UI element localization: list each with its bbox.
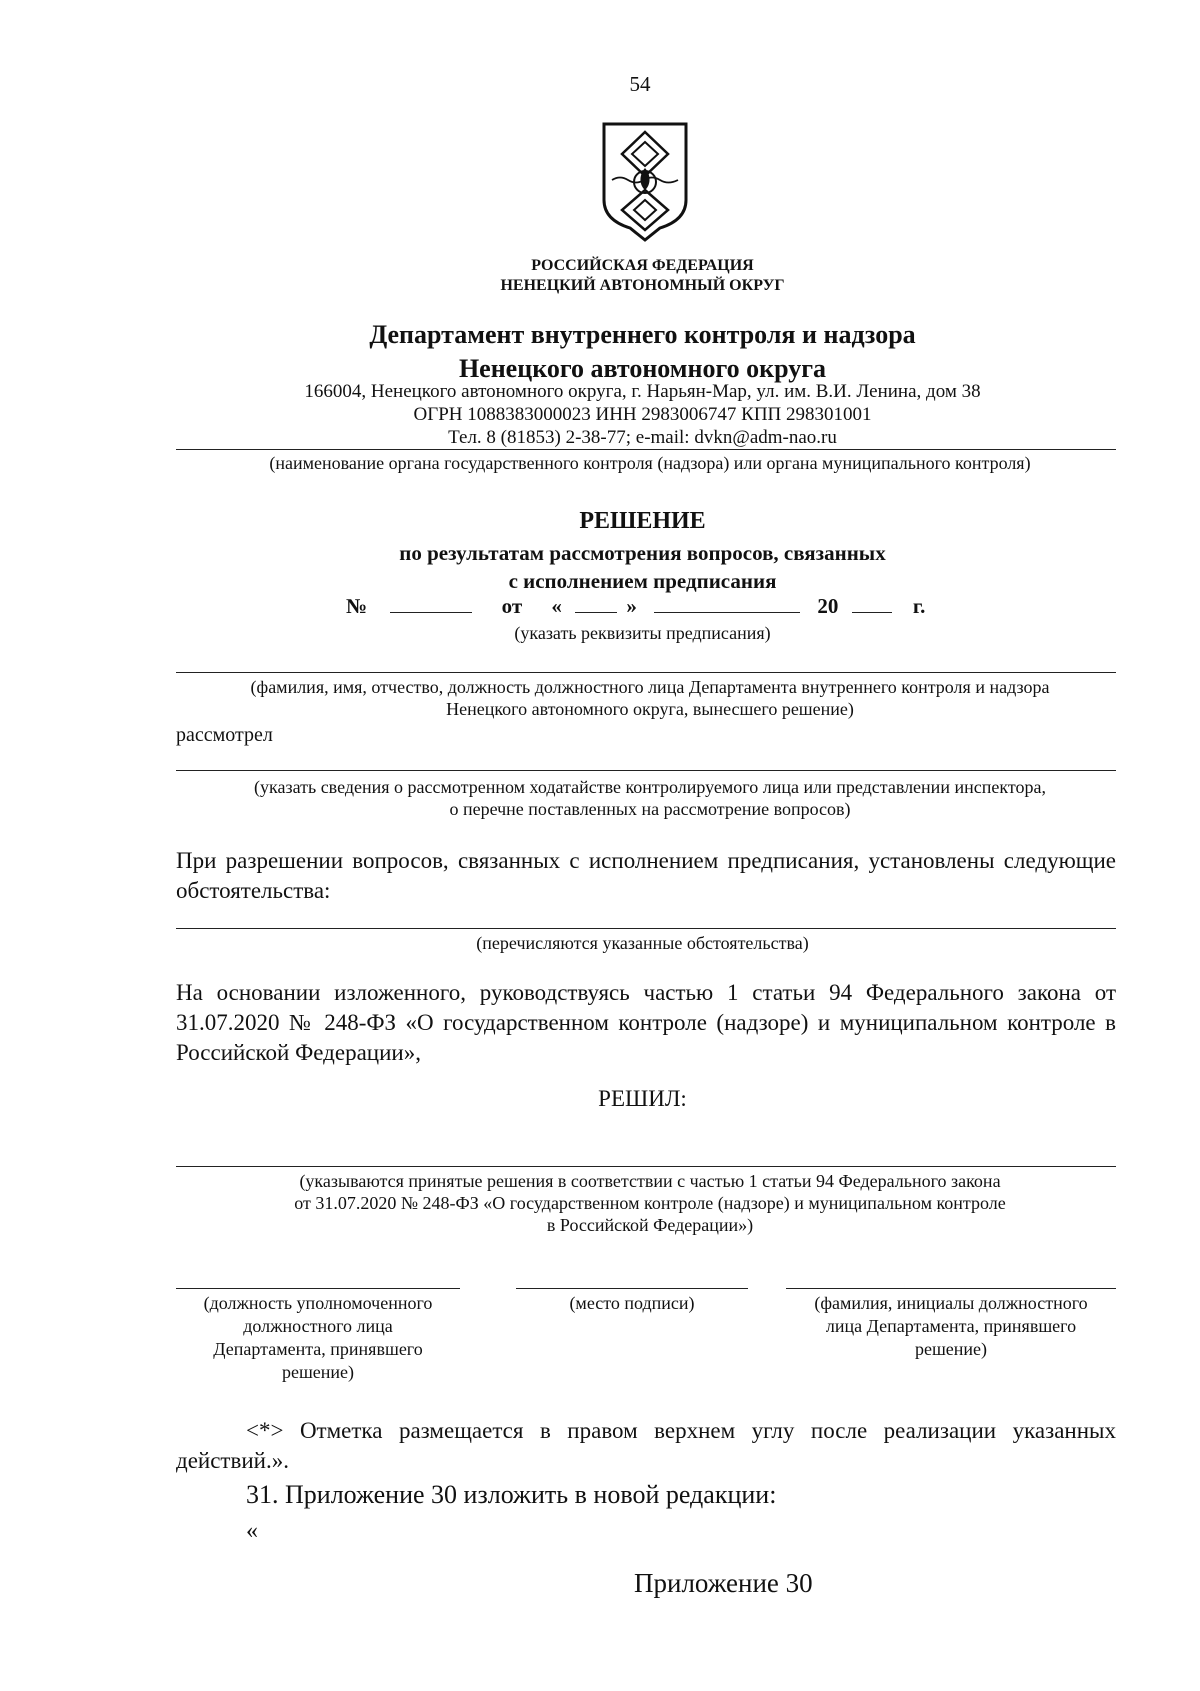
official-blank-line	[176, 672, 1116, 673]
day-blank	[575, 594, 617, 613]
resolutions-caption-line-1: (указываются принятые решения в соответствии с частью 1 статьи 94 Федерального закона	[299, 1171, 1001, 1191]
name-line-1: (фамилия, инициалы должностного	[814, 1293, 1088, 1313]
date-from-label: от	[501, 594, 523, 618]
number-blank	[390, 594, 472, 613]
petition-caption	[150, 776, 1150, 820]
coat-of-arms-icon	[600, 120, 690, 242]
position-line-2: должностного лица	[243, 1316, 393, 1336]
header-divider	[176, 449, 1116, 450]
resolutions-blank-line	[176, 1166, 1116, 1167]
resolutions-caption-line-2: от 31.07.2020 № 248-ФЗ «О государственном контроле (надзоре) и муниципальном контроле	[294, 1193, 1006, 1213]
quote-close: »	[626, 594, 637, 618]
basis-text: На основании изложенного, руководствуясь частью 1 статьи 94 Федерального закона от 31.07.2020 № 248-ФЗ «О государственном контроле (надзоре) и муниципальном контроле в Российской Федерации»,	[176, 980, 1116, 1065]
circumstances-blank-line	[176, 928, 1116, 929]
signature-position-caption	[176, 1292, 460, 1384]
organ-caption: (наименование органа государственного контроля (надзора) или органа муниципального контроля)	[269, 453, 1031, 473]
signature-name-caption	[786, 1292, 1116, 1361]
country-name: РОССИЙСКАЯ ФЕДЕРАЦИЯ	[531, 257, 754, 274]
resolutions-caption	[150, 1170, 1150, 1236]
circumstances-caption: (перечисляются указанные обстоятельства)	[476, 933, 809, 953]
department-line-1: Департамент внутреннего контроля и надзора	[369, 320, 916, 349]
name-line-2: лица Департамента, принявшего	[825, 1316, 1077, 1336]
address-line: 166004, Ненецкого автономного округа, г. Нарьян-Мар, ул. им. В.И. Ленина, дом 38	[304, 381, 981, 402]
decision-subtitle	[0, 539, 1200, 595]
petition-caption-line-1: (указать сведения о рассмотренном ходатайстве контролируемого лица или представлении инспектора,	[254, 777, 1046, 797]
quote-open: «	[551, 594, 562, 618]
signature-position-line	[176, 1288, 460, 1289]
subtitle-line-2: с исполнением предписания	[508, 569, 777, 593]
petition-blank-line	[176, 770, 1116, 771]
resolved-label: РЕШИЛ:	[598, 1086, 687, 1111]
open-quote: «	[246, 1518, 258, 1544]
position-line-1: (должность уполномоченного	[203, 1293, 433, 1313]
position-line-3: Департамента, принявшего	[213, 1339, 423, 1359]
resolutions-caption-line-3: в Российской Федерации»)	[546, 1215, 754, 1235]
year-prefix: 20	[817, 594, 839, 618]
signature-name-line	[786, 1288, 1116, 1289]
month-blank	[654, 594, 800, 613]
subtitle-line-1: по результатам рассмотрения вопросов, связанных	[399, 541, 886, 565]
signature-place-line	[516, 1288, 748, 1289]
reviewed-label: рассмотрел	[176, 724, 273, 746]
registry-line: ОГРН 1088383000023 ИНН 2983006747 КПП 298301001	[413, 404, 872, 425]
footnote-text: <*> Отметка размещается в правом верхнем углу после реализации указанных действий.».	[176, 1418, 1116, 1473]
name-line-3: решение)	[914, 1339, 988, 1359]
region-name: НЕНЕЦКИЙ АВТОНОМНЫЙ ОКРУГ	[500, 277, 785, 294]
department-name	[0, 318, 1200, 386]
number-sign: №	[346, 594, 368, 618]
department-address-block	[0, 380, 1200, 449]
circumstances-text: При разрешении вопросов, связанных с исполнением предписания, установлены следующие обстоятельства:	[176, 848, 1116, 903]
department-line-2: Ненецкого автономного округа	[458, 354, 827, 383]
contacts-line: Тел. 8 (81853) 2-38-77; e-mail: dvkn@adm-nao.ru	[448, 427, 837, 448]
position-line-4: решение)	[281, 1362, 355, 1382]
country-header	[0, 256, 1200, 296]
number-date-line	[346, 594, 966, 619]
item-31-text: 31. Приложение 30 изложить в новой редакции:	[246, 1480, 777, 1509]
year-blank	[852, 594, 892, 613]
appendix-title: Приложение 30	[634, 1568, 813, 1598]
official-caption-line-2: Ненецкого автономного округа, вынесшего решение)	[446, 699, 854, 719]
official-caption-line-1: (фамилия, имя, отчество, должность должностного лица Департамента внутреннего контроля и надзора	[250, 677, 1050, 697]
decision-title: РЕШЕНИЕ	[579, 508, 706, 534]
signature-place-caption: (место подписи)	[569, 1293, 695, 1313]
page-number: 54	[629, 72, 651, 96]
year-suffix: г.	[912, 594, 926, 618]
petition-caption-line-2: о перечне поставленных на рассмотрение вопросов)	[449, 799, 851, 819]
requisites-caption: (указать реквизиты предписания)	[514, 623, 771, 643]
official-caption	[150, 676, 1150, 720]
